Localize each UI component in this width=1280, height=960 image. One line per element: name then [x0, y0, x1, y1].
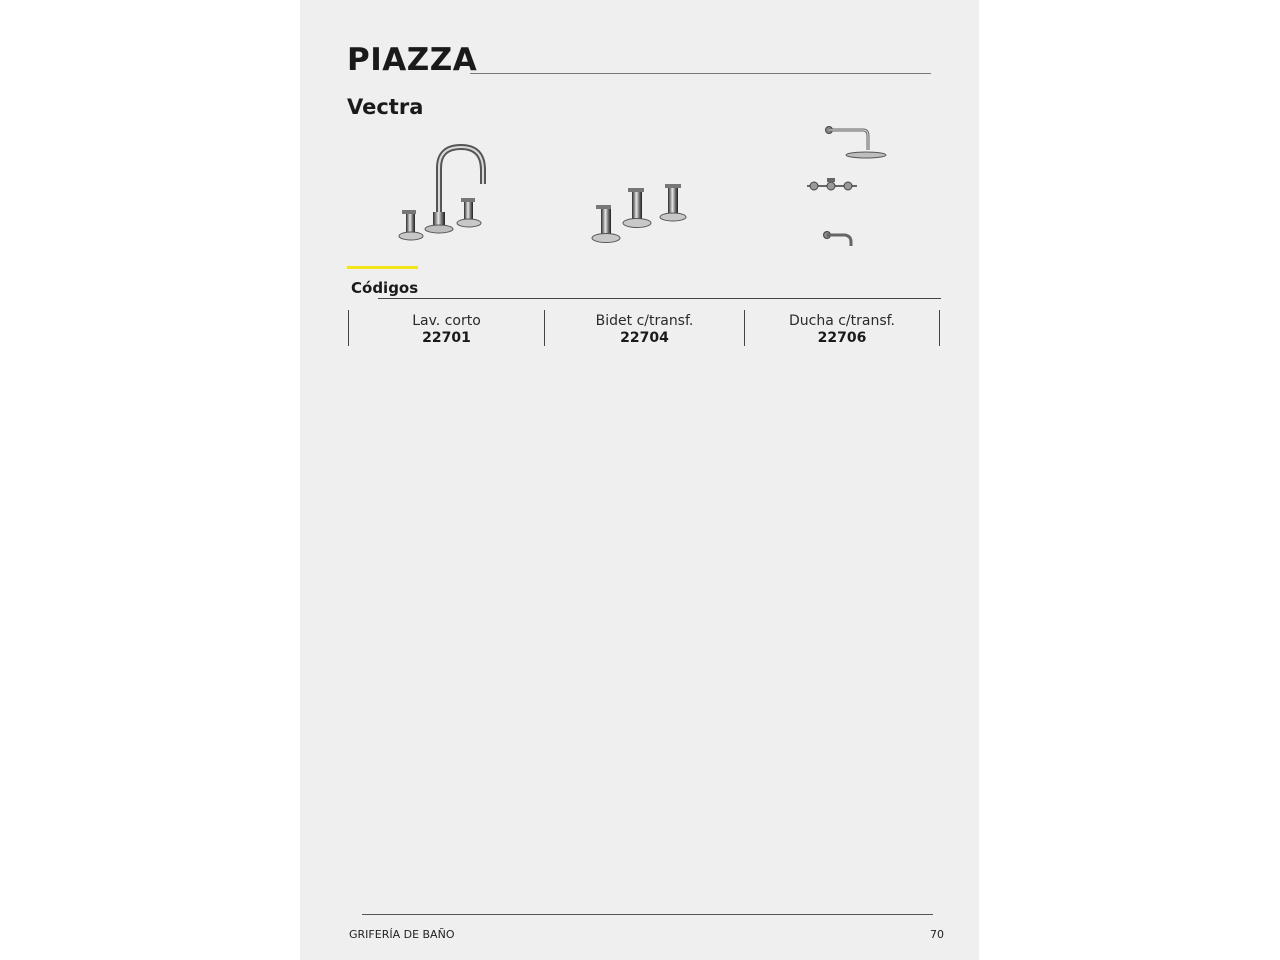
code-label: Bidet c/transf.: [595, 313, 694, 329]
bidet-faucet-image: [588, 180, 693, 246]
code-number: 22706: [817, 330, 867, 346]
codes-divider: [378, 298, 941, 299]
code-cell-ducha: [745, 310, 940, 346]
accent-bar: [347, 266, 418, 269]
codes-title: Códigos: [351, 279, 419, 297]
code-number: 22704: [620, 330, 669, 346]
lavatorio-faucet-image: [395, 140, 510, 248]
code-number: 22701: [422, 330, 471, 346]
product-title: Vectra: [347, 95, 424, 119]
shower-set-image: [805, 118, 895, 253]
code-cell-lavatorio: [349, 310, 545, 346]
code-label: Lav. corto: [412, 313, 481, 329]
brand-title: PIAZZA: [347, 42, 478, 78]
code-cell-bidet: [545, 310, 745, 346]
footer-divider: [362, 914, 933, 915]
page-number: 70: [930, 928, 944, 941]
footer-section-label: GRIFERÍA DE BAÑO: [349, 928, 455, 941]
code-label: Ducha c/transf.: [788, 313, 896, 329]
codes-table: [348, 310, 940, 346]
brand-divider: [470, 73, 931, 74]
catalog-page: [300, 0, 979, 960]
